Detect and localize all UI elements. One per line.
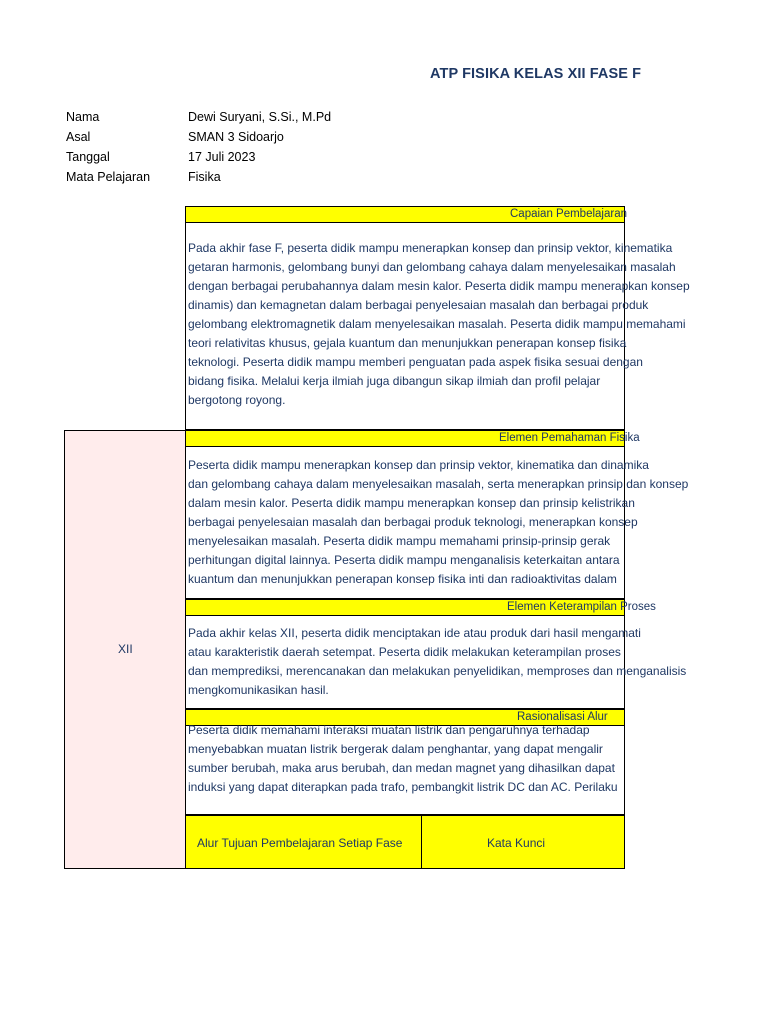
info-value-mapel: Fisika <box>188 170 221 184</box>
table-header-kata-kunci: Kata Kunci <box>487 836 546 850</box>
keterampilan-line: mengkomunikasikan hasil. <box>188 683 329 697</box>
keterampilan-line: Pada akhir kelas XII, peserta didik menciptakan ide atau produk dari hasil mengamati <box>188 626 641 640</box>
capaian-line: dengan berbagai perubahannya dalam mesin kalor. Peserta didik mampu menerapkan konsep <box>188 279 690 293</box>
info-value-asal: SMAN 3 Sidoarjo <box>188 130 284 144</box>
info-value-nama: Dewi Suryani, S.Si., M.Pd <box>188 110 332 124</box>
pemahaman-heading: Elemen Pemahaman Fisika <box>499 432 640 444</box>
keterampilan-heading: Elemen Keterampilan Proses <box>507 601 656 613</box>
pemahaman-line: dan gelombang cahaya dalam menyelesaikan masalah, serta menerapkan prinsip dan konsep <box>188 477 689 491</box>
rasionalisasi-line: sumber berubah, maka arus berubah, dan medan magnet yang dihasilkan dapat <box>188 761 615 775</box>
capaian-line: bidang fisika. Melalui kerja ilmiah juga dibangun sikap ilmiah dan profil pelajar <box>188 374 601 388</box>
pemahaman-line: kuantum dan menunjukkan penerapan konsep fisika inti dan radioaktivitas dalam <box>188 572 617 586</box>
class-label: XII <box>118 642 133 656</box>
info-value-tanggal: 17 Juli 2023 <box>188 150 256 164</box>
pemahaman-line: Peserta didik mampu menerapkan konsep dan prinsip vektor, kinematika dan dinamika <box>188 458 649 472</box>
keterampilan-line: dan memprediksi, merencanakan dan melakukan penyelidikan, memproses dan menganalisis <box>188 664 687 678</box>
capaian-heading: Capaian Pembelajaran <box>510 208 627 220</box>
pemahaman-heading-bar <box>185 430 640 447</box>
rasionalisasi-heading: Rasionalisasi Alur <box>517 711 608 723</box>
rasionalisasi-line: Peserta didik memahami interaksi muatan listrik dan pengaruhnya terhadap <box>188 723 590 737</box>
capaian-heading-bar <box>185 206 625 223</box>
table-header-atp: Alur Tujuan Pembelajaran Setiap Fase <box>197 836 403 850</box>
info-label-asal: Asal <box>66 130 91 144</box>
capaian-line: dinamis) dan kemagnetan dalam berbagai penyelesaian masalah dan berbagai produk <box>188 298 649 312</box>
pemahaman-line: dalam mesin kalor. Peserta didik mampu menerapkan konsep dan prinsip kelistrikan <box>188 496 635 510</box>
keterampilan-line: atau karakteristik daerah setempat. Peserta didik melakukan keterampilan proses <box>188 645 621 659</box>
capaian-text <box>188 239 690 410</box>
pemahaman-line: perhitungan digital lainnya. Peserta didik mampu menganalisis keterkaitan antara <box>188 553 620 567</box>
capaian-line: bergotong royong. <box>188 393 286 407</box>
info-label-mapel: Mata Pelajaran <box>66 170 151 184</box>
capaian-line: Pada akhir fase F, peserta didik mampu menerapkan konsep dan prinsip vektor, kinematika <box>188 241 673 255</box>
pemahaman-text <box>188 456 689 589</box>
keterampilan-heading-bar <box>185 599 656 616</box>
rasionalisasi-line: menyebabkan muatan listrik bergerak dalam penghantar, yang dapat mengalir <box>188 742 603 756</box>
capaian-line: getaran harmonis, gelombang bunyi dan gelombang cahaya dalam menyelesaikan masalah <box>188 260 676 274</box>
document-title: ATP FISIKA KELAS XII FASE F <box>430 66 642 82</box>
pemahaman-line: menyelesaikan masalah. Peserta didik mampu memahami prinsip-prinsip gerak <box>188 534 611 548</box>
keterampilan-text <box>188 624 687 700</box>
pemahaman-line: berbagai penyelesaian masalah dan berbagai produk teknologi, menerapkan konsep <box>188 515 638 529</box>
capaian-line: teknologi. Peserta didik mampu memberi penguatan pada aspek fisika sesuai dengan <box>188 355 643 369</box>
capaian-line: teori relativitas khusus, gejala kuantum dan menunjukkan penerapan konsep fisika <box>188 336 627 350</box>
rasionalisasi-text <box>188 721 628 797</box>
capaian-line: gelombang elektromagnetik dalam menyelesaikan masalah. Peserta didik mampu memahami <box>188 317 686 331</box>
rasionalisasi-line: induksi yang dapat diterapkan pada trafo, pembangkit listrik DC dan AC. Perilaku <box>188 780 618 794</box>
info-label-tanggal: Tanggal <box>66 150 110 164</box>
table-header-divider <box>421 815 422 869</box>
info-label-nama: Nama <box>66 110 100 124</box>
